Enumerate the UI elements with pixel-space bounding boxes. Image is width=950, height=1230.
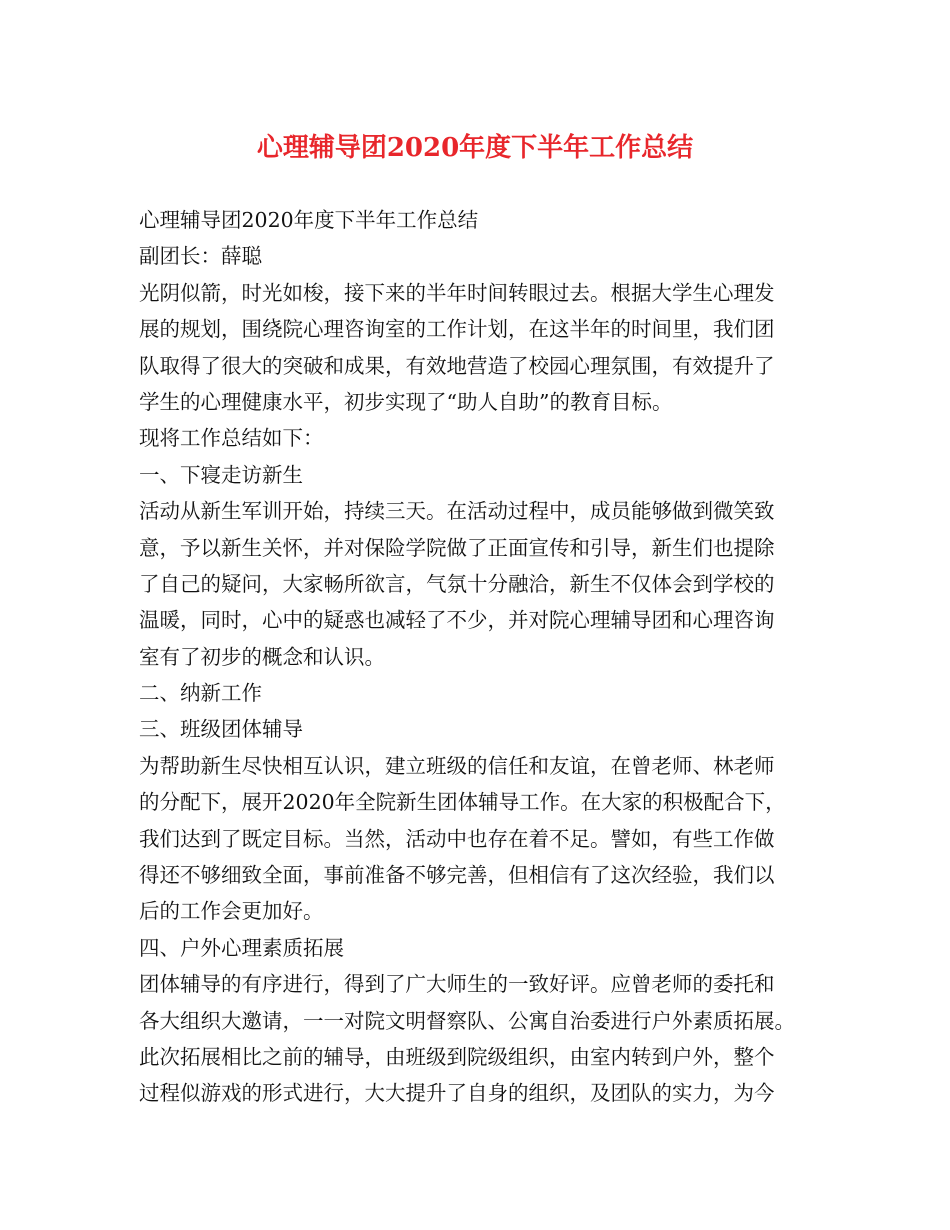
- body-line-author: 副团长：薛聪: [139, 244, 262, 269]
- body-line: 活动从新生军训开始，持续三天。在活动过程中，成员能够做到微笑致: [139, 499, 775, 524]
- body-line: 温暖，同时，心中的疑惑也减轻了不少，并对院心理辅导团和心理咨询: [139, 608, 775, 633]
- body-line: 光阴似箭，时光如梭，接下来的半年时间转眼过去。根据大学生心理发: [139, 280, 775, 305]
- body-line: 此次拓展相比之前的辅导，由班级到院级组织，由室内转到户外，整个: [139, 1044, 775, 1069]
- body-line: 意，予以新生关怀，并对保险学院做了正面宣传和引导，新生们也提除: [139, 535, 775, 560]
- body-line: 过程似游戏的形式进行，大大提升了自身的组织，及团队的实力，为今: [139, 1081, 775, 1106]
- body-line: 各大组织大邀请，一一对院文明督察队、公寓自治委进行户外素质拓展。: [139, 1008, 795, 1033]
- body-line: 得还不够细致全面，事前准备不够完善，但相信有了这次经验，我们以: [139, 863, 775, 888]
- document-body: [139, 202, 829, 1112]
- body-line: 后的工作会更加好。: [139, 899, 324, 924]
- body-line: 现将工作总结如下：: [139, 426, 324, 451]
- body-line: 学生的心理健康水平，初步实现了“助人自助”的教育目标。: [139, 389, 673, 414]
- section-heading: 一、下寝走访新生: [139, 462, 303, 487]
- body-line: 了自己的疑问，大家畅所欲言，气氛十分融洽，新生不仅体会到学校的: [139, 571, 775, 596]
- body-line: 为帮助新生尽快相互认识，建立班级的信任和友谊，在曾老师、林老师: [139, 753, 775, 778]
- body-line-subtitle: 心理辅导团2020年度下半年工作总结: [139, 208, 479, 232]
- body-line: 队取得了很大的突破和成果，有效地营造了校园心理氛围，有效提升了: [139, 353, 775, 378]
- section-heading: 三、班级团体辅导: [139, 717, 303, 742]
- body-line: 团体辅导的有序进行，得到了广大师生的一致好评。应曾老师的委托和: [139, 972, 775, 997]
- body-line: 室有了初步的概念和认识。: [139, 644, 385, 669]
- document-title: 心理辅导团2020年度下半年工作总结: [256, 133, 694, 163]
- body-line: 展的规划，围绕院心理咨询室的工作计划，在这半年的时间里，我们团: [139, 317, 775, 342]
- body-line: 的分配下，展开2020年全院新生团体辅导工作。在大家的积极配合下，: [139, 790, 786, 815]
- body-line: 我们达到了既定目标。当然，活动中也存在着不足。譬如，有些工作做: [139, 826, 775, 851]
- section-heading: 二、纳新工作: [139, 681, 262, 706]
- section-heading: 四、户外心理素质拓展: [139, 935, 344, 960]
